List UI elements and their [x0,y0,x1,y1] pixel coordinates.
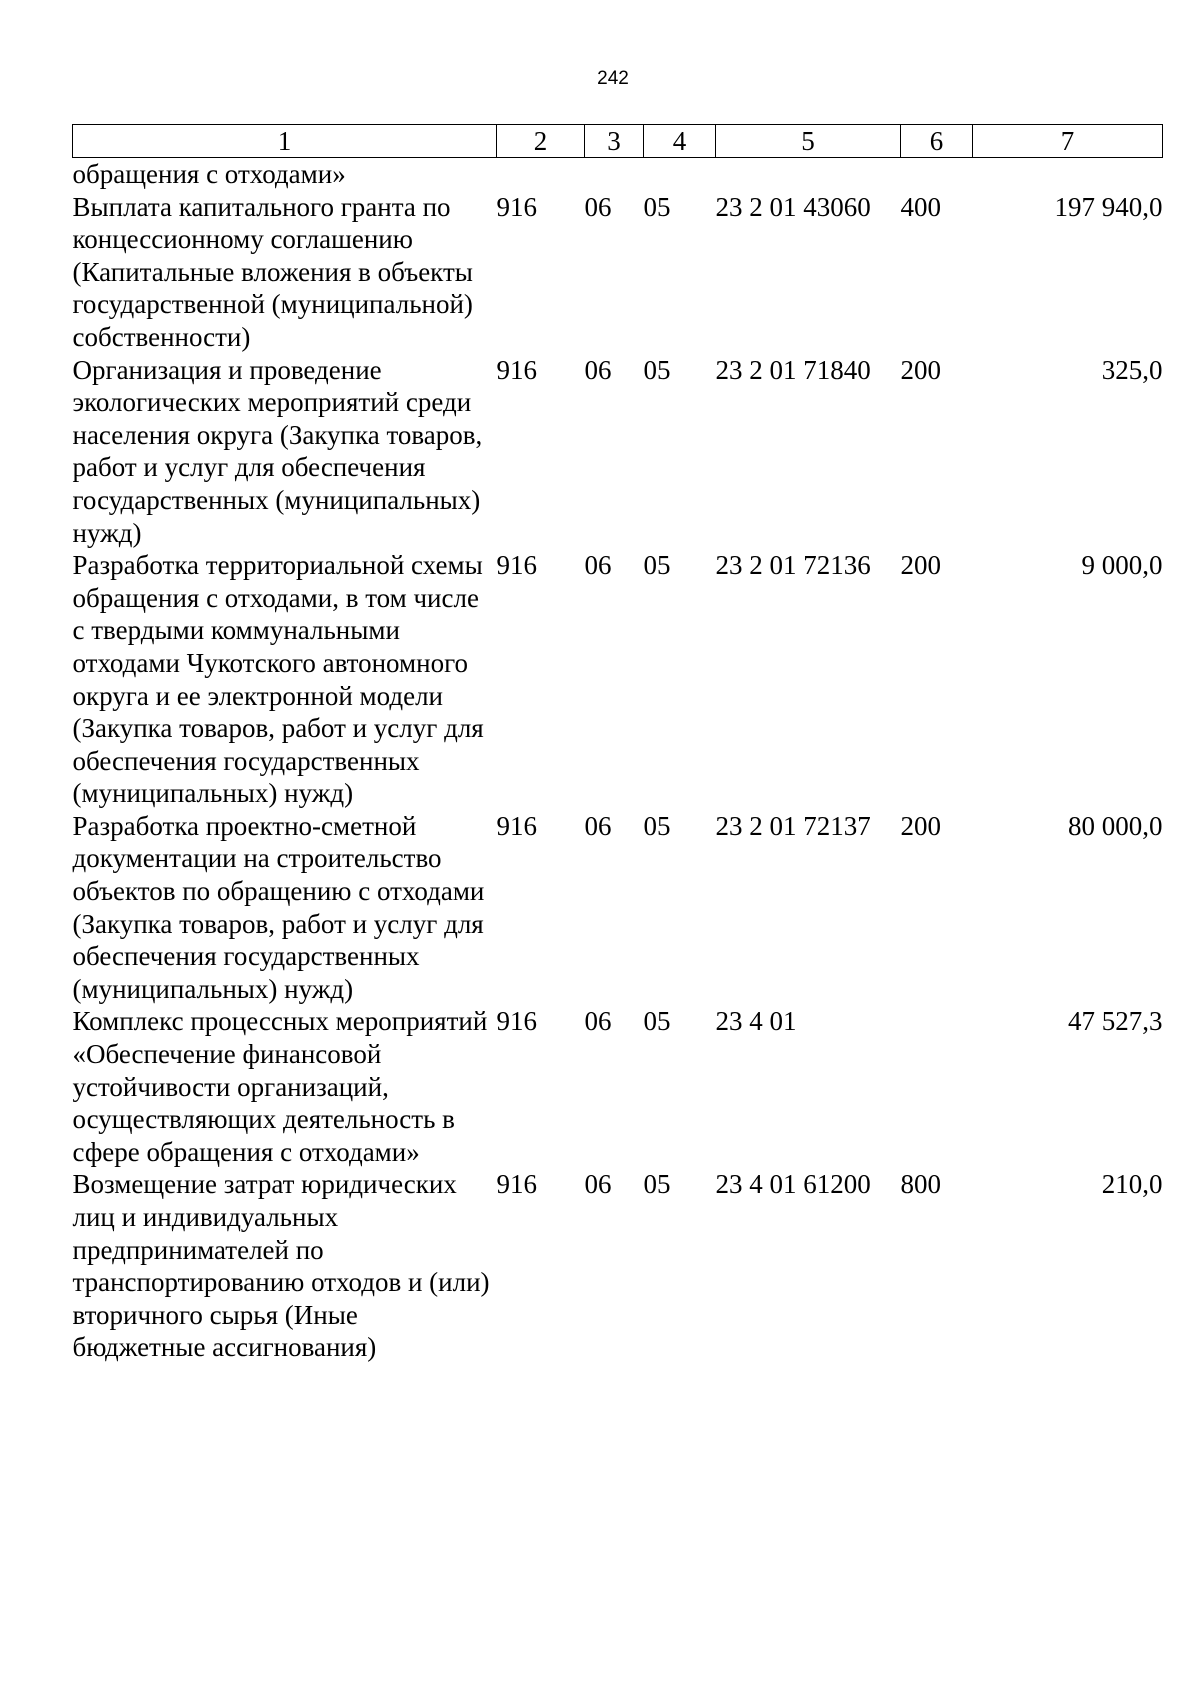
row-pr: 05 [643,1169,671,1200]
header-col-3: 3 [585,125,644,158]
row-description: Выплата капитального гранта по концессионному соглашению (Капитальные вложения в объекты государственной (муниципальной) собственности) [72,191,473,352]
row-ved: 916 [496,1169,537,1200]
row-amount: 325,0 [1101,354,1163,385]
row-pr [644,158,716,191]
row-pr: 05 [643,550,671,581]
table-row [73,1168,1163,1364]
row-vr: 200 [900,354,941,385]
row-rz: 06 [584,1169,612,1200]
row-csr: 23 4 01 61200 [715,1169,871,1200]
row-vr: 400 [900,191,941,222]
row-rz: 06 [584,191,612,222]
header-col-4: 4 [644,125,716,158]
row-csr: 23 2 01 71840 [715,354,871,385]
row-ved [497,158,585,191]
row-amount [973,158,1163,191]
table-row [73,1005,1163,1168]
row-pr: 05 [643,354,671,385]
row-description: Разработка территориальной схемы обращения с отходами, в том числе с твердыми коммунальными отходами Чукотского автономного округа и ее электронной модели (Закупка товаров, работ и услуг для обеспечения государственных (муниципальных) нужд) [72,550,484,809]
row-csr: 23 2 01 43060 [715,191,871,222]
row-description: обращения с отходами» [72,159,346,189]
row-csr [716,158,901,191]
row-amount: 47 527,3 [1068,1006,1163,1037]
row-description: Комплекс процессных мероприятий «Обеспечение финансовой устойчивости организаций, осуществляющих деятельность в сфере обращения с отходами» [72,1006,488,1167]
row-rz: 06 [584,550,612,581]
budget-table [72,124,1163,1364]
header-col-5: 5 [716,125,901,158]
header-row [73,125,1163,158]
row-pr: 05 [643,810,671,841]
row-ved: 916 [496,354,537,385]
header-col-6: 6 [901,125,973,158]
row-rz: 06 [584,354,612,385]
row-description: Разработка проектно-сметной документации на строительство объектов по обращению с отходами (Закупка товаров, работ и услуг для обеспечения государственных (муниципальных) нужд) [72,810,485,1004]
row-rz: 06 [584,1006,612,1037]
row-pr: 05 [643,1006,671,1037]
table-row [73,549,1163,810]
row-amount: 9 000,0 [1081,550,1163,581]
row-vr: 800 [900,1169,941,1200]
header-col-7: 7 [973,125,1163,158]
row-amount: 210,0 [1101,1169,1163,1200]
page-number: 242 [597,68,629,89]
table-row [73,354,1163,550]
row-ved: 916 [496,1006,537,1037]
row-ved: 916 [496,550,537,581]
table-row [73,191,1163,354]
row-description: Организация и проведение экологических мероприятий среди населения округа (Закупка товаров, работ и услуг для обеспечения государственных (муниципальных) нужд) [72,354,483,548]
row-csr: 23 2 01 72137 [715,810,871,841]
row-csr: 23 2 01 72136 [715,550,871,581]
row-csr: 23 4 01 [715,1006,797,1037]
table-row [73,158,1163,191]
row-ved: 916 [496,191,537,222]
table-row [73,810,1163,1006]
row-pr: 05 [643,191,671,222]
row-amount: 197 940,0 [1054,191,1163,222]
header-col-1: 1 [73,125,497,158]
row-rz [585,158,644,191]
row-description: Возмещение затрат юридических лиц и индивидуальных предпринимателей по транспортированию отходов и (или) вторичного сырья (Иные бюджетные ассигнования) [72,1169,490,1363]
row-ved: 916 [496,810,537,841]
row-amount: 80 000,0 [1068,810,1163,841]
row-vr: 200 [900,810,941,841]
row-vr [901,1005,973,1168]
header-col-2: 2 [497,125,585,158]
row-rz: 06 [584,810,612,841]
row-vr: 200 [900,550,941,581]
row-vr [901,158,973,191]
